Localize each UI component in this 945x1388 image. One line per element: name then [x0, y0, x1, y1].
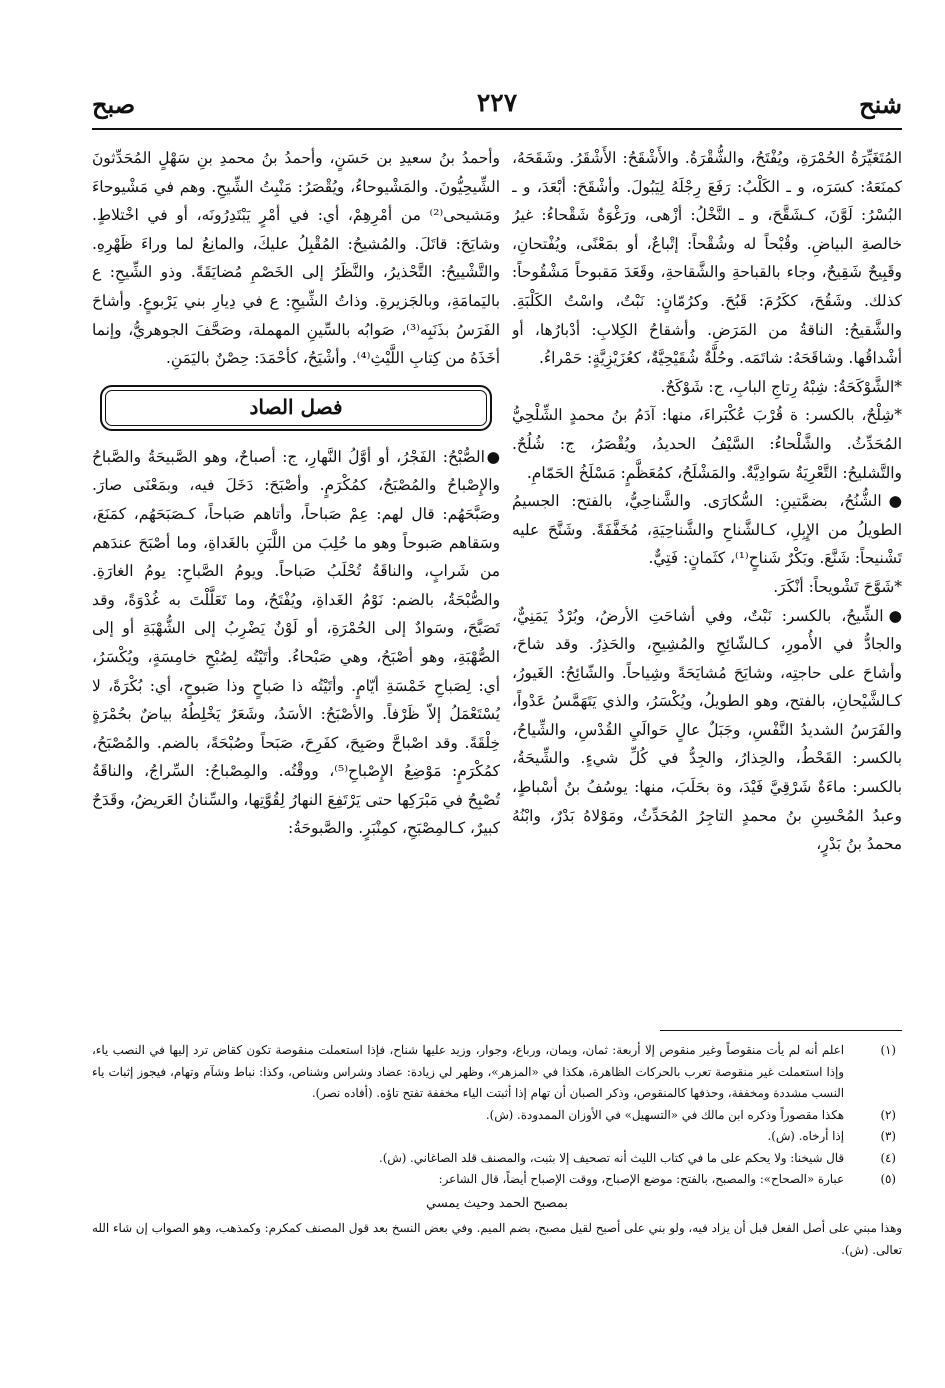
footnote-number: (٥)	[880, 1172, 896, 1186]
footnote-text: هكذا مقصوراً وذكره ابن مالك في «التسهيل» في الأوزان الممدودة. (ش).	[485, 1107, 844, 1122]
entry-paragraph: وأحمدُ بنُ سعيدِ بن حَسَنٍ، وأحمدُ بنُ محمدِ بنِ سَهْلٍ المُحَدِّثونَ الشِّيحِيُّونَ. والمَشْيوحاءُ، ويُقْصَرُ: مَنْبِتُ الشِّيحِ. وهم في مَشْيوحاءَ ومَشيحى⁽²⁾ من أمْرِهِمْ، أي: في أمْرٍ يَبْتَدِرُونَه، أو في اخْتلاطٍ. وشايَحَ: قاتَلَ. والمُشيحُ: المُقْبِلُ عليكَ، والمانِعُ لما وراءَ ظَهْرِهِ. والتَّشْييحُ: التَّحْذيرُ، والنَّظَرُ إلى الخَصْمِ مُضايَقَةً. وذو الشِّيحِ: ع باليَمامَةِ، وبالجَزيرةِ. وذاتُ الشِّيحِ: ع في دِيارِ بني يَرْبوعٍ. وأشاحَ الفَرَسُ بذَنَبِه⁽³⁾، صَوابُه بالسِّينِ المهملة، وصَحَّفَ الجوهريُّ، وإنما أخَذَهُ من كِتابِ اللَّيْثِ⁽⁴⁾. وأشْيَحُ، كأحْمَدَ: حِصْنٌ باليَمَنِ.	[92, 149, 500, 368]
poetry-verse: بمصبح الحمد وحيث يمسي	[426, 1195, 568, 1211]
entry-paragraph: *الشَّوْكَحَةُ: شِبْهُ رِتاجِ البابِ، ج: شَوْكَحٌ.	[660, 377, 902, 396]
footnotes	[92, 1040, 902, 1261]
right-column	[512, 144, 902, 1006]
entry-paragraph: المُتَغَيِّرَةُ الحُمْرَةِ، ويُفْتَحُ، والشُّقْرَةُ. والأَشْقَحُ: الأَشْقَرُ. وشَقَحَهُ، كمنَعَهُ: كسَرَه، و ـ الكَلْبُ: رَفَعَ رِجْلَهُ لِيَبُولَ. وأشْقَحَ: أبْعَدَ، و ـ البُسْرُ: لَوَّنَ، كـشَقَّحَ، و ـ النَّخْلُ: أزْهى، ورَغْوَةٌ شَقْحاءُ: غيرُ خالصةِ البياضِ. وقُبْحاً له وشُقْحاً: إتْباعٌ، أو بمَعْنًى، ويُفْتحانِ، وقَبِيحٌ شَقِيحٌ، وجاء بالقباحةِ والشَّقاحةِ، وقَعَدَ مَقبوحاً مَشْقُوحاً: كذلك. وشَقُحَ، ككَرُمَ: قَبُحَ. وكرُمّانٍ: نَبْتٌ، واسْتُ الكَلْبَةِ. والشَّقيحُ: الناقةُ من المَرَضِ. وأشقاحُ الكِلابِ: أدْبارُها، أو أشْداقُها. وشاقَحَهُ: شاتَمَه. وحُلَّةٌ شُقَيْحِيَّةٌ، كعُزَيْزِيَّةٍ: حَمْراءُ.	[512, 149, 902, 368]
footnote-number: (١)	[880, 1043, 896, 1057]
entry-paragraph: ●الشُّنُحُ، بضمَّتينِ: السُّكارَى. والشَّناحِيُّ، بالفتح: الجسيمُ الطويلُ من الإِبِلِ، كـالشَّناحِ والشَّناحِيَةِ، مُخَفَّفَةً. وشَنَّحَ عليه تَشْنيحاً: شَنَّعَ. وبَكْرٌ شَناحٍ⁽¹⁾، كثَمانٍ: فَتِيٌّ.	[512, 492, 902, 568]
footnote-text: عبارة «الصحاح»: والمصبح، بالفتح: موضع الإصباح، ووقت الإصباح أيضاً، قال الشاعر:	[438, 1172, 844, 1186]
footnote-text: اعلم أنه لم يأت منقوصاً وغير منقوص إلا أربعة: ثمان، ويمان، ورباع، وجوار، وزيد عليها شناح، فإذا استعملت منقوصة تكون كقاض ترد إليها في النصب ياء، وإذا استعملت غير منقوصة تعرب بالحركات الظاهرة، هكذا في «المزهر»، وظهر لي زيادة: عضاد وشراس وشناص، وكذا: نباط وشآم وتهام، فيجوز إثبات ياء النسب مشددة ومخففة، وحذفها كالمنقوص، وذكر الصبان أن تهام إذا أثبتت الياء مخففة تفتح تاؤه. (أفاده نصر).	[92, 1043, 844, 1100]
footnote-number: (٣)	[880, 1129, 896, 1143]
entry-paragraph: *شِلْحٌ، بالكسر: ة قُرْبَ عُكْبَراءَ، منها: آدَمُ بنُ محمدٍ الشِّلْحِيُّ المُحَدِّثُ. والشَّلْحاءُ: السَّيْفُ الحديدُ، ويُقْصَرُ، ج: شُلُحٌ. والتَّشليحُ: التَّعْرِيَةُ سَوادِيَّةٌ. والمَشْلَحُ، كمُعَظَّمٍ: مَسْلَخُ الحَمّامِ.	[512, 406, 902, 482]
entry-paragraph: *شَوَّحَ تَشْويحاً: أنْكَرَ.	[773, 577, 902, 596]
footnote-continuation: وهذا مبني على أصل الفعل قبل أن يزاد فيه، ولو بني على أصبح لقيل مصبح، بضم الميم. وفي بعض النسخ بعد قول المصنف كمكرم: وكمذهب، وهو الصواب إن شاء الله تعالى. (ش).	[92, 1221, 902, 1257]
footnote-divider	[660, 1030, 902, 1031]
header-end-word: صبح	[92, 90, 136, 119]
footnote	[92, 1126, 902, 1148]
footnote-number: (٢)	[880, 1107, 896, 1122]
footnote-text: قال شيخنا: ولا يحكم على ما في كتاب الليث أنه تصحيف إلا بثبت، والمصنف قلد الصاغاني. (ش).	[378, 1150, 844, 1165]
entry-paragraph: ●الشِّيحُ، بالكسر: نَبْتٌ، وفي أشاحَتِ الأرضُ، وبُرْدٌ يَمَنِيٌّ، والجادُّ في الأُمورِ، كـالشّائِحِ والمُشِيحِ، والحَذِرُ. وقد شاحَ، وأشاحَ على حاجتِه، وشايَحَ مُشايَحَةً وشِياحاً. والشّائِحُ: الغَيورُ، كـالشَّيْحانِ، بالفتح، وهو الطويلُ، ويُكْسَرُ، والذي يَتَهَمَّسُ عَدْواً، والفَرَسُ الشديدُ النَّفْسِ، وجَبَلٌ عالٍ حَوالَيِ القُدْسِ، والشِّياحُ، بالكسر: القَحْطُ، والحِذارُ، والجِدُّ في كُلِّ شيءٍ. والشِّيحَةُ، بالكسر: ماءَةٌ شَرْقِيَّ فَيْدَ، وة بحَلَبَ، منها: يوسُفُ بنُ أسْباطٍ، وعبدُ المُحْسِنِ بنُ محمدٍ التاجِرُ المُحَدِّثُ، ومَوْلاهُ بَدْرٌ، وابْنُهُ محمدُ بنُ بَدْرٍ،	[512, 606, 902, 854]
footnote	[92, 1169, 902, 1191]
footnote	[92, 1040, 902, 1105]
running-header	[92, 84, 902, 130]
entry-paragraph: ●الصُّبْحُ: الفَجْرُ، أو أوَّلُ النَّهارِ، ج: أصباحٌ، وهو الصَّبيحَةُ والصَّباحُ والإِصْباحُ والمُصْبَحُ، كمُكْرَمٍ. وأصْبَحَ: دَخَلَ فيه، وبمَعْنَى صارَ. وصَبَّحَهُم: قال لهم: عِمْ صَباحاً، وأتاهم صَباحاً، كـصَبَحَهُم، كمَنَعَ، وسَقاهم صَبوحاً وهو ما حُلِبَ من اللَّبَنِ بالغَداةِ، وما أصْبَحَ عندَهم من شَرابٍ، والناقَةُ تُحْلَبُ صَباحاً. ويومُ الصَّباحِ: يومُ الغارَةِ. والصُّبْحَةُ، بالضم: نَوْمُ الغَداةِ، ويُفْتَحُ، وما تَعَلَّلْتَ به غُدْوَةً، وقد تَصَبَّحَ، وسَوادٌ إلى الحُمْرَةِ، أو لَوْنٌ يَضْرِبُ إلى الشُّهْبَةِ أو إلى الصُّهْبَةِ، وهو أصْبَحُ، وهي صَبْحاءُ. وأتَيْتُه لِصُبْحِ خامِسَةٍ، ويُكْسَرُ، أي: لِصَباحِ خَمْسَةِ أيّامٍ. وأتَيْتُه ذا صَباحٍ وذا صَبوحٍ، أي: بُكْرَةً، لا يُسْتَعْمَلُ إلاّ ظَرْفاً. والأصْبَحُ: الأسَدُ، وشَعَرٌ يَخْلِطُهُ بياضٌ بحُمْرَةٍ خِلْقَةً. وقد اصْباحَّ وصَبِحَ، كفَرِحَ، صَبَحاً وصُبْحَةً، بالضم. والمُصْبَحُ، كمُكْرَمٍ: مَوْضِعُ الإِصْباحِ⁽⁵⁾، ووقْتُه. والمِصْباحُ: السِّراجُ، والناقَةُ تُصْبِحُ في مَبْرَكِها حتى يَرْتَفِعَ النهارُ لِقُوَّتِها، والسِّنانُ العَريضُ، وقَدَحٌ كبيرٌ، كـالمِصْبَحِ، كمِنْبَرٍ. والصَّبوحَةُ:	[92, 447, 500, 838]
section-heading: فصل الصاد	[100, 385, 492, 431]
page-number: ٢٢٧	[476, 88, 518, 117]
header-root-word: شنح	[859, 90, 902, 119]
footnote-number: (٤)	[880, 1150, 896, 1165]
footnote-text: إذا أرخاه. (ش).	[767, 1129, 844, 1143]
header-divider	[92, 128, 902, 130]
footnote	[92, 1105, 902, 1127]
footnote	[92, 1148, 902, 1170]
left-column	[92, 144, 500, 1006]
